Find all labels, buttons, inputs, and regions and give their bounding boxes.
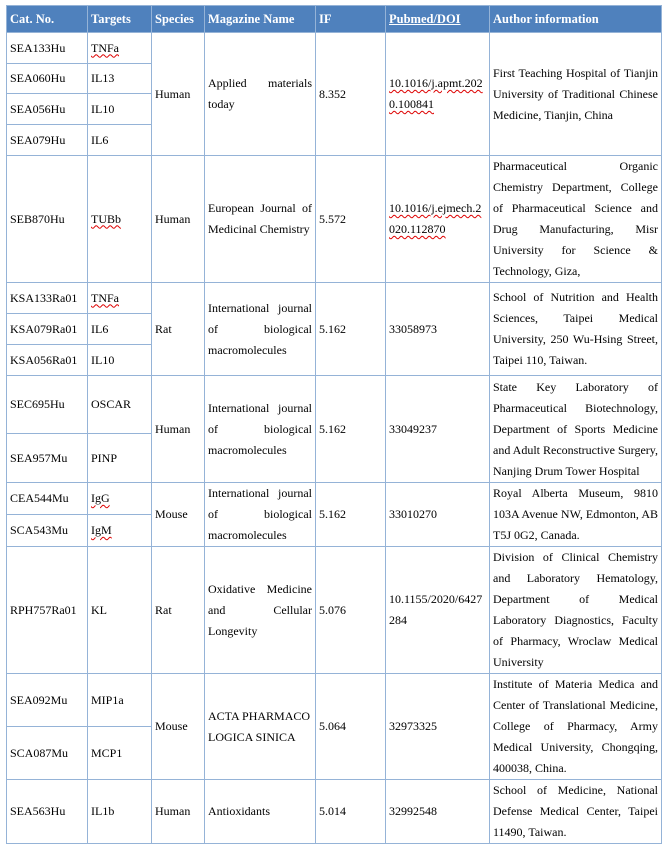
cat-no-cell: KSA056Ra01 <box>7 345 88 376</box>
journal-cell: ACTA PHARMACOLOGICA SINICA <box>205 674 316 780</box>
target-cell: IgG <box>88 483 152 515</box>
journal-cell: International journal of biological macromolecules <box>205 283 316 376</box>
cat-no-cell: KSA133Ra01 <box>7 283 88 314</box>
species-cell: Human <box>152 156 205 283</box>
journal-cell: Oxidative Medicine and Cellular Longevity <box>205 547 316 674</box>
target-cell: IL10 <box>88 345 152 376</box>
cat-no-cell: SEA056Hu <box>7 94 88 125</box>
table-row <box>7 547 662 674</box>
author-cell: School of Nutrition and Health Sciences, Taipei Medical University, 250 Wu-Hsing Street, Taipei 110, Taiwan. <box>490 283 662 376</box>
cat-no-cell: SCA087Mu <box>7 727 88 780</box>
doi-cell: 32992548 <box>386 780 490 844</box>
target-cell: OSCAR <box>88 376 152 434</box>
if-cell: 5.162 <box>316 376 386 483</box>
target-cell: IL6 <box>88 125 152 156</box>
header-targets: Targets <box>88 6 152 33</box>
target-cell: IgM <box>88 515 152 547</box>
if-cell: 5.076 <box>316 547 386 674</box>
if-cell: 5.064 <box>316 674 386 780</box>
author-cell: First Teaching Hospital of Tianjin University of Traditional Chinese Medicine, Tianjin, China <box>490 33 662 156</box>
target-cell: TUBb <box>88 156 152 283</box>
species-cell: Rat <box>152 283 205 376</box>
target-cell: IL10 <box>88 94 152 125</box>
journal-cell: European Journal of Medicinal Chemistry <box>205 156 316 283</box>
doi-cell: 10.1155/2020/6427284 <box>386 547 490 674</box>
table-row <box>7 376 662 434</box>
cat-no-cell: CEA544Mu <box>7 483 88 515</box>
cat-no-cell: SEC695Hu <box>7 376 88 434</box>
doi-cell: 33049237 <box>386 376 490 483</box>
doi-cell: 10.1016/j.ejmech.2020.112870 <box>386 156 490 283</box>
cat-no-cell: KSA079Ra01 <box>7 314 88 345</box>
cat-no-cell: SEA563Hu <box>7 780 88 844</box>
target-cell: MCP1 <box>88 727 152 780</box>
table-row <box>7 283 662 314</box>
cat-no-cell: SEA079Hu <box>7 125 88 156</box>
doi-cell: 33058973 <box>386 283 490 376</box>
header-species: Species <box>152 6 205 33</box>
journal-cell: Applied materials today <box>205 33 316 156</box>
cat-no-cell: SEA092Mu <box>7 674 88 727</box>
species-cell: Rat <box>152 547 205 674</box>
table-row <box>7 483 662 515</box>
table-row <box>7 33 662 64</box>
table-row <box>7 674 662 727</box>
table-row <box>7 156 662 283</box>
if-cell: 5.162 <box>316 483 386 547</box>
if-cell: 5.572 <box>316 156 386 283</box>
header-author-information: Author information <box>490 6 662 33</box>
author-cell: State Key Laboratory of Pharmaceutical Biotechnology, Department of Sports Medicine and Adult Reconstructive Surgery, Nanjing Drum Tower Hospital <box>490 376 662 483</box>
header-magazine-name: Magazine Name <box>205 6 316 33</box>
species-cell: Mouse <box>152 674 205 780</box>
journal-cell: Antioxidants <box>205 780 316 844</box>
species-cell: Human <box>152 376 205 483</box>
target-cell: TNFa <box>88 33 152 64</box>
journal-cell: International journal of biological macromolecules <box>205 483 316 547</box>
cat-no-cell: SEB870Hu <box>7 156 88 283</box>
cat-no-cell: SEA133Hu <box>7 33 88 64</box>
if-cell: 8.352 <box>316 33 386 156</box>
header-if: IF <box>316 6 386 33</box>
if-cell: 5.014 <box>316 780 386 844</box>
publications-table <box>6 5 662 844</box>
target-cell: IL1b <box>88 780 152 844</box>
journal-cell: International journal of biological macromolecules <box>205 376 316 483</box>
cat-no-cell: SEA060Hu <box>7 64 88 94</box>
header-cat-no: Cat. No. <box>7 6 88 33</box>
author-cell: Division of Clinical Chemistry and Laboratory Hematology, Department of Medical Laboratory Diagnostics, Faculty of Pharmacy, Wroclaw Medical University <box>490 547 662 674</box>
doi-cell: 33010270 <box>386 483 490 547</box>
doi-cell: 32973325 <box>386 674 490 780</box>
cat-no-cell: SCA543Mu <box>7 515 88 547</box>
species-cell: Human <box>152 33 205 156</box>
doi-cell: 10.1016/j.apmt.2020.100841 <box>386 33 490 156</box>
cat-no-cell: RPH757Ra01 <box>7 547 88 674</box>
table-row <box>7 780 662 844</box>
table-header-row <box>7 6 662 33</box>
target-cell: TNFa <box>88 283 152 314</box>
author-cell: School of Medicine, National Defense Medical Center, Taipei 11490, Taiwan. <box>490 780 662 844</box>
target-cell: IL13 <box>88 64 152 94</box>
header-pubmed-doi: Pubmed/DOI <box>386 6 490 33</box>
target-cell: KL <box>88 547 152 674</box>
author-cell: Royal Alberta Museum, 9810 103A Avenue NW, Edmonton, AB T5J 0G2, Canada. <box>490 483 662 547</box>
target-cell: MIP1a <box>88 674 152 727</box>
if-cell: 5.162 <box>316 283 386 376</box>
target-cell: IL6 <box>88 314 152 345</box>
species-cell: Human <box>152 780 205 844</box>
author-cell: Institute of Materia Medica and Center of Translational Medicine, College of Pharmacy, Army Medical University, Chongqing, 400038, China. <box>490 674 662 780</box>
target-cell: PINP <box>88 434 152 483</box>
author-cell: Pharmaceutical Organic Chemistry Department, College of Pharmaceutical Science and Drug Manufacturing, Misr University for Science & Technology, Giza, <box>490 156 662 283</box>
species-cell: Mouse <box>152 483 205 547</box>
cat-no-cell: SEA957Mu <box>7 434 88 483</box>
